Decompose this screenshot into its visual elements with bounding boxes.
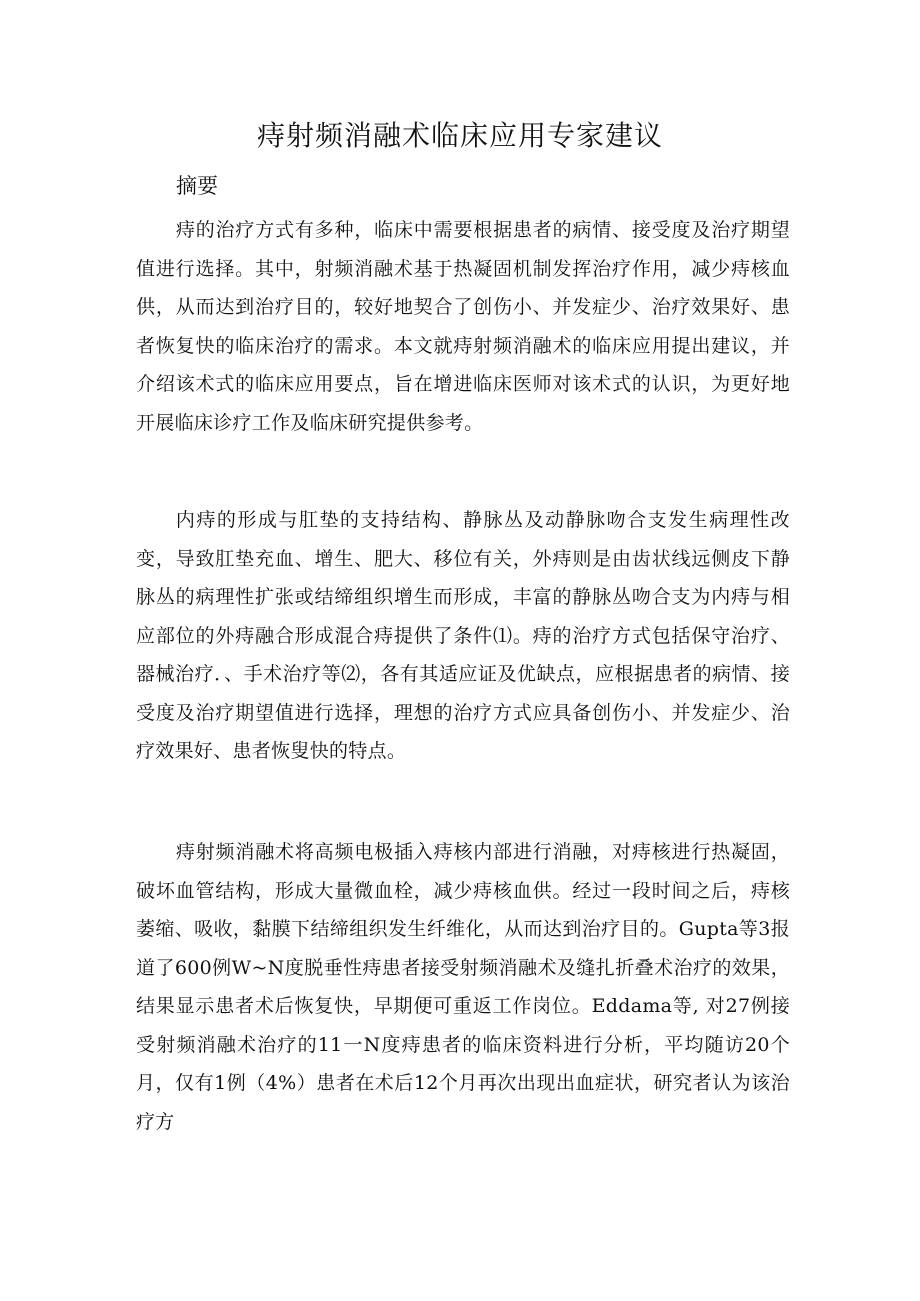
body-paragraph: 痔射频消融术将高频电极插入痔核内部进行消融，对痔核进行热凝固，破坏血管结构，形成大量微血栓，减少痔核血供。经过一段时间之后，痔核萎缩、吸收，黏膜下结缔组织发生纤维化，从而达到治疗目的。Gupta等3报道了600例W~N度脱垂性痔患者接受射频消融术及缝扎折叠术治疗的效果，结果显示患者术后恢复快，早期便可重返工作岗位。Eddama等, 对27例接受射频消融术治疗的11一N度痔患者的临床资料进行分析，平均随访20个月，仅有1例（4%）患者在术后12个月再次出现出血症状，研究者认为该治疗方 (136, 841, 790, 1133)
body-paragraph: 痔的治疗方式有多种，临床中需要根据患者的病情、接受度及治疗期望值进行选择。其中，射频消融术基于热凝固机制发挥治疗作用，减少痔核血供，从而达到治疗目的，较好地契合了创伤小、并发症少、治疗效果好、患者恢复快的临床治疗的需求。本文就痔射频消融术的临床应用提出建议，并介绍该术式的临床应用要点，旨在增进临床医师对该术式的认识，为更好地开展临床诊疗工作及临床研究提供参考。 (136, 219, 790, 434)
body-paragraph: 内痔的形成与肛垫的支持结构、静脉丛及动静脉吻合支发生病理性改变，导致肛垫充血、增生、肥大、移位有关，外痔则是由齿状线远侧皮下静脉丛的病理性扩张或结缔组织增生而形成，丰富的静脉丛吻合支为内痔与相应部位的外痔融合形成混合痔提供了条件⑴。痔的治疗方式包括保守治疗、器械治疗．、手术治疗等⑵，各有其适应证及优缺点，应根据患者的病情、接受度及治疗期望值进行选择，理想的治疗方式应具备创伤小、并发症少、治疗效果好、患者恢叟快的特点。 (136, 509, 790, 762)
document-title: 痔射频消融术临床应用专家建议 (256, 119, 663, 152)
section-heading-abstract: 摘要 (176, 174, 218, 198)
